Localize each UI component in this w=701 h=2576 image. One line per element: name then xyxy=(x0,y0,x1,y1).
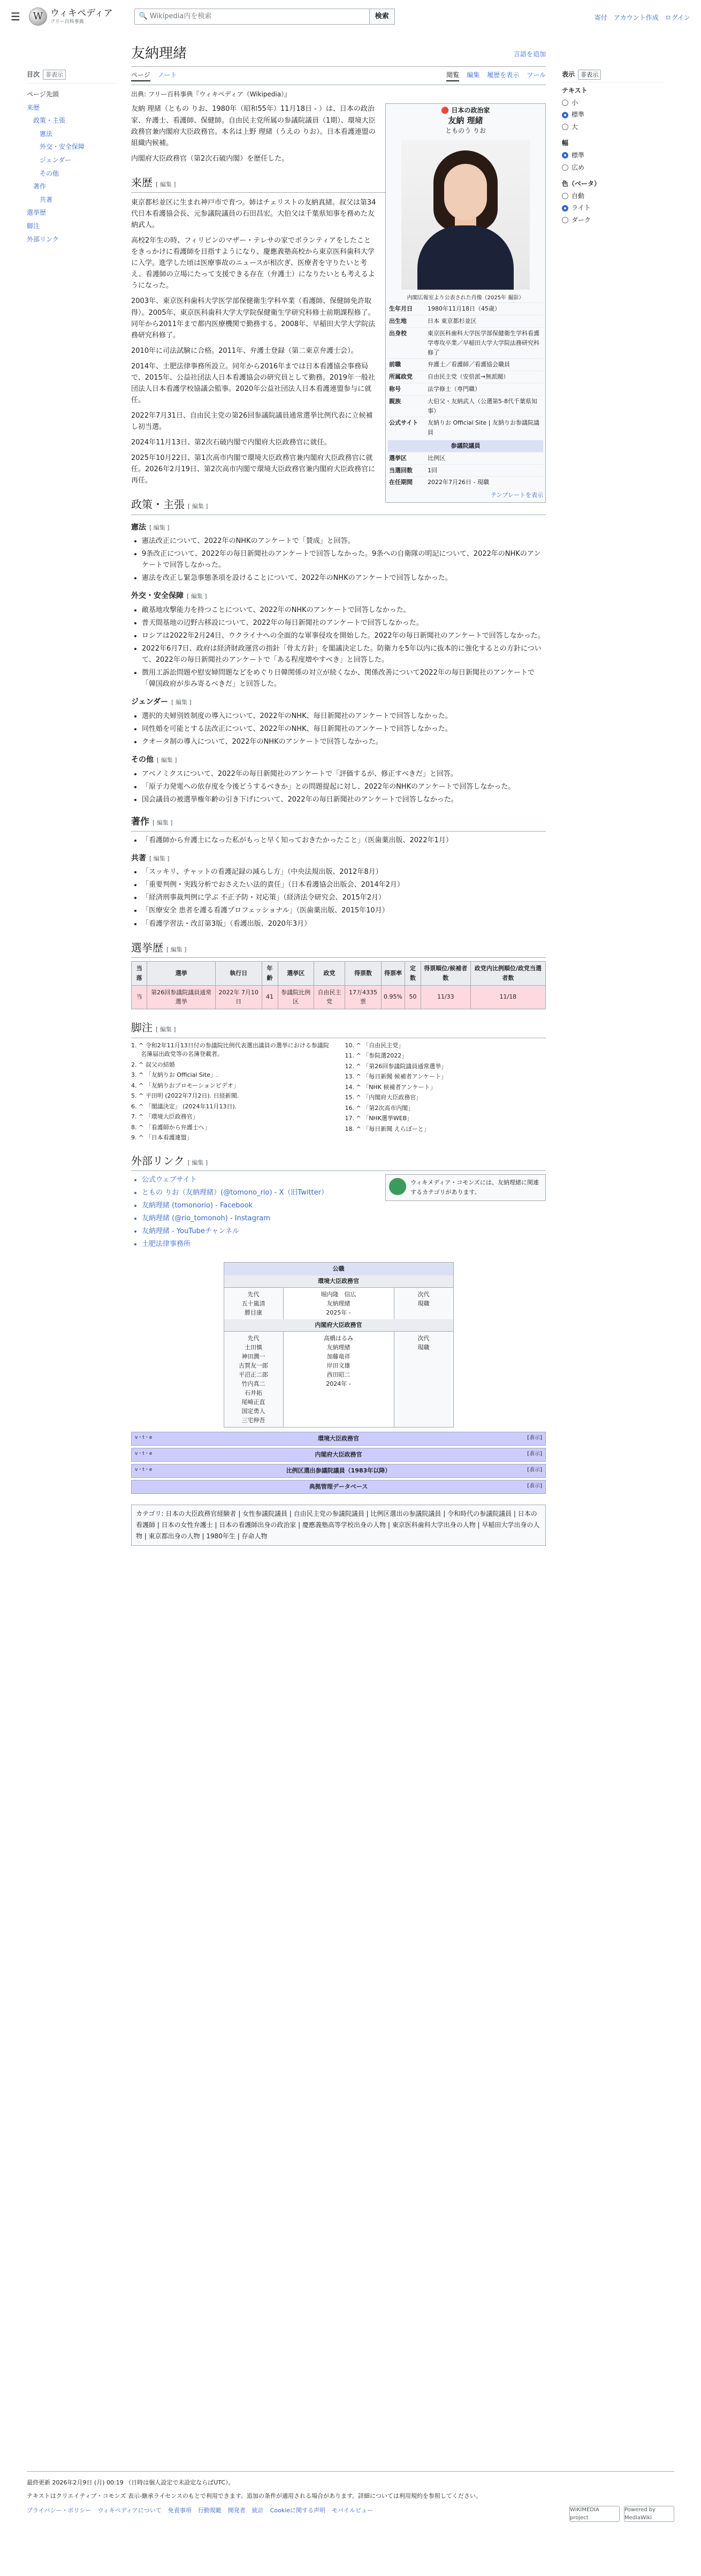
section-heading: 政策・主張 xyxy=(131,498,185,511)
infobox-key: 出身校 xyxy=(389,329,407,337)
radio-option[interactable] xyxy=(562,215,664,225)
table-header: 選挙区 xyxy=(278,961,314,985)
radio-option[interactable] xyxy=(562,203,664,213)
radio-icon[interactable] xyxy=(562,112,568,118)
constitution-list xyxy=(142,535,546,584)
footer-link[interactable]: モバイルビュー xyxy=(332,2507,374,2514)
radio-option[interactable] xyxy=(562,150,664,161)
toc-item[interactable]: ジェンダー xyxy=(40,156,72,164)
infobox-name: 友納 理緒 xyxy=(448,116,483,126)
edit-link[interactable]: [ 編集 ] xyxy=(166,946,187,953)
table-header: 定数 xyxy=(405,961,421,985)
search-input[interactable] xyxy=(134,9,370,25)
table-row xyxy=(132,985,546,1009)
toc-item[interactable]: 共著 xyxy=(40,195,53,203)
edit-link[interactable]: [ 編集 ] xyxy=(187,593,207,600)
infobox-row xyxy=(388,383,543,395)
search-button[interactable]: 検索 xyxy=(369,9,395,25)
gender-list xyxy=(142,711,546,747)
edit-link[interactable]: [ 編集 ] xyxy=(157,757,177,764)
toc-item[interactable]: その他 xyxy=(40,169,59,177)
list-item: • 「医療安全 患者を護る看護プロフェッショナル」（医歯薬出版、2015年10月） xyxy=(142,905,546,916)
create-account-link[interactable]: アカウント作成 xyxy=(613,14,659,21)
infobox-key: 称号 xyxy=(389,385,401,392)
toc-item[interactable]: 憲法 xyxy=(40,130,53,138)
infobox-key: 所属政党 xyxy=(389,373,413,381)
list-item: • 憲法を改正し緊急事態条項を設けることについて、2022年のNHKのアンケートで回答しなかった。 xyxy=(142,572,546,584)
succession-row xyxy=(224,1331,453,1427)
subsection-other xyxy=(131,754,546,766)
subsection-gender xyxy=(131,696,546,708)
list-item: • クオータ制の導入について、2022年のNHKのアンケートで回答しなかった。 xyxy=(142,736,546,747)
subsection-heading: その他 xyxy=(131,756,154,765)
radio-option[interactable] xyxy=(562,110,664,120)
section-heading: 来歴 xyxy=(131,176,153,189)
mediawiki-badge[interactable]: Powered by MediaWiki xyxy=(624,2506,674,2522)
note-item: 7. ^ 「環境大臣政務官」 xyxy=(131,1113,199,1121)
note-item: 10. ^ 「自由民主党」 xyxy=(345,1041,405,1049)
list-item: • 9条改正について、2022年の毎日新聞社のアンケートで回答しなかった。9条への自衛隊の明記について、2022年のNHKのアンケートで回答しなかった。 xyxy=(142,548,546,571)
radio-option[interactable] xyxy=(562,191,664,201)
infobox-band: 参議院議員 xyxy=(388,440,543,452)
navbox-toggle[interactable]: [表示] xyxy=(527,1451,542,1457)
infobox-row xyxy=(388,464,543,477)
list-item: • 2022年6月7日、政府は経済財政運営の指針「骨太方針」を閣議決定した。防衛力を5年以内に抜本的に強化するとの方針について、2022年の毎日新聞社のアンケートで「ある程度増やすべき」と回答した。 xyxy=(142,643,546,666)
table-header: 政党内比例順位/政党当選者数 xyxy=(470,961,545,985)
table-header: 得票数 xyxy=(345,961,381,985)
table-cell: 11/33 xyxy=(421,985,470,1009)
table-cell: 参議院比例区 xyxy=(278,985,314,1009)
subsection-diplomacy xyxy=(131,590,546,602)
table-cell: 自由民主党 xyxy=(314,985,345,1009)
infobox-row xyxy=(388,395,543,417)
subsection-heading: 外交・安全保障 xyxy=(131,592,184,601)
radio-icon[interactable] xyxy=(562,100,568,106)
infobox xyxy=(385,103,546,503)
radio-icon[interactable] xyxy=(562,193,568,199)
subsection-heading: 共著 xyxy=(131,853,146,863)
wikipedia-globe-icon: W xyxy=(29,7,47,26)
section-elections xyxy=(131,939,546,958)
radio-option[interactable] xyxy=(562,163,664,173)
table-cell: 当 xyxy=(132,985,147,1009)
footer-license: テキストはクリエイティブ・コモンズ 表示-継承ライセンスのもとで利用できます。追加の条件が適用される場合があります。詳細については利用規約を参照してください。 xyxy=(27,2492,482,2500)
succession-row xyxy=(224,1287,453,1319)
table-header: 年齢 xyxy=(262,961,278,985)
navbox-header[interactable] xyxy=(132,1448,545,1461)
infobox-value: 弁護士／看護師／看護協会職員 xyxy=(428,361,510,368)
infobox-row xyxy=(388,371,543,383)
history-paragraph: 2003年、東京医科歯科大学医学部保健衛生学科卒業（看護師、保健師免許取得）。2005年、東京医科歯科大学大学院保健衛生学研究科修士前期課程修了。同年から2011年まで都内医療機関で勤務する。2008年、早稲田大学大学院法務研究科修了。 xyxy=(131,297,376,339)
intro-paragraph: 内閣府大臣政務官（第2次石破内閣）を歴任した。 xyxy=(131,154,289,163)
list-item[interactable]: • 友納理緒 - YouTubeチャンネル xyxy=(142,1226,546,1237)
menu-icon[interactable]: ☰ xyxy=(11,10,20,23)
tab-page[interactable]: ページ xyxy=(131,70,150,81)
toc-item[interactable]: 選挙歴 xyxy=(27,209,47,217)
infobox-row xyxy=(388,452,543,464)
table-cell: 第26回参議院議員通常選挙 xyxy=(147,985,215,1009)
page-title xyxy=(131,43,546,67)
infobox-value: 東京医科歯科大学医学部保健衛生学科看護学専攻卒業／早稲田大学大学院法務研究科修了 xyxy=(428,329,539,356)
radio-label: 自動 xyxy=(572,192,585,200)
other-list xyxy=(142,768,546,805)
footer-link[interactable]: Cookieに関する声明 xyxy=(270,2507,326,2514)
infobox-value: 比例区 xyxy=(428,454,445,462)
navbox-vte[interactable]: v・t・e xyxy=(135,1435,153,1441)
list-item: • 「原子力発電への依存度を今後どうするべきか」との問題提起に対し、2022年のNHKのアンケートで回答しなかった。 xyxy=(142,781,546,792)
appearance-title: 表示 xyxy=(562,71,575,79)
note-item: 15. ^ 「内閣府大臣政務官」 xyxy=(345,1094,422,1101)
toc-sidebar xyxy=(27,70,118,246)
infobox-row xyxy=(388,303,543,315)
navbox-toggle[interactable]: [表示] xyxy=(527,1483,542,1489)
subsection-constitution xyxy=(131,522,546,534)
infobox-value: 2022年7月26日 - 現職 xyxy=(428,479,489,486)
succession-header: 公職 xyxy=(224,1263,453,1275)
navbox xyxy=(131,1464,546,1478)
radio-icon[interactable] xyxy=(562,164,568,171)
election-header-row xyxy=(132,961,546,985)
list-item[interactable]: • 土肥法律事務所 xyxy=(142,1238,546,1250)
subsection-heading: ジェンダー xyxy=(131,698,169,707)
subsection-coauthor xyxy=(131,852,546,865)
history-paragraph: 高校2年生の時、フィリピンのマザー・テレサの家でボランティアをしたことをきっかけに看護師を目指すようになり、慶應義塾高校から東京医科歯科大学に入学。進学した頃は医療事故のニュースが相次ぎ、医療者を守りたいと考え、看護師の立場にたって支援できる存在（弁護士）になりたいとも考えるようになった。 xyxy=(131,237,375,290)
commons-box xyxy=(385,1174,546,1201)
main-content xyxy=(131,43,546,1546)
table-cell: 50 xyxy=(405,985,421,1009)
radio-icon[interactable] xyxy=(562,152,568,158)
portrait-caption: 内閣広報室より公表された肖像（2025年 撮影） xyxy=(407,295,524,301)
notes-list xyxy=(131,1041,546,1143)
succession-title[interactable]: 環境大臣政務官 xyxy=(224,1275,453,1287)
toc-item[interactable]: 著作 xyxy=(33,183,47,191)
radio-icon[interactable] xyxy=(562,124,568,130)
header xyxy=(0,0,701,33)
infobox-country-text: 日本の政治家 xyxy=(451,107,490,115)
radio-label: 広め xyxy=(572,163,585,171)
infobox-row xyxy=(388,358,543,371)
navbox xyxy=(131,1432,546,1446)
list-item: • 同性婚を可能とする法改正について、2022年のNHK、毎日新聞社のアンケートで回答しなかった。 xyxy=(142,723,546,735)
toc-item[interactable]: 来歴 xyxy=(27,103,40,111)
intro-paragraph: 友納 理緒（ともの りお、1980年（昭和55年）11月18日 - ）は、日本の政治家、弁護士、看護師、保健師。自由民主党所属の参議院議員（1期）、環境大臣政務官兼内閣府大臣政務官。本名は上野 理緒（うえの りお）。日本看護連盟の組織内候補。 xyxy=(131,105,376,147)
radio-label: ダーク xyxy=(572,216,591,224)
history-paragraph: 2010年に司法試験に合格。2011年、弁護士登録（第二東京弁護士会）。 xyxy=(131,346,358,355)
navbox-title: 比例区選出参議院議員（1983年以降） xyxy=(286,1467,391,1474)
succession-next: 次代 現職 xyxy=(394,1288,453,1319)
succession-box xyxy=(224,1262,454,1427)
infobox-country: 🔴 日本の政治家 xyxy=(441,107,490,115)
list-item: • ロシアは2022年2月24日、ウクライナへの全面的な軍事侵攻を開始した。2022年の毎日新聞社のアンケートで回答しなかった。 xyxy=(142,630,546,641)
navbox-header[interactable] xyxy=(132,1480,545,1493)
infobox-key: 生年月日 xyxy=(389,305,413,313)
page-title-text: 友納理緒 xyxy=(131,46,187,62)
succession-mid: 高橋はるみ 友納理緒 加藤竜祥 岸田文雄 西田昭二 2024年 - xyxy=(283,1332,394,1427)
list-item: • 敵基地攻撃能力を持つことについて、2022年のNHKのアンケートで回答しなかった。 xyxy=(142,605,546,616)
logo-title: ウィキペディア xyxy=(50,8,113,19)
list-item: • 「看護学習法・改訂第3版」（看護出版、2020年3月） xyxy=(142,918,546,930)
section-external xyxy=(131,1152,546,1171)
radio-label: 標準 xyxy=(572,152,585,160)
election-table xyxy=(131,961,546,1009)
radio-label: 大 xyxy=(572,123,578,131)
footer-link[interactable]: 統計 xyxy=(252,2507,264,2514)
radio-label: ライト xyxy=(572,204,591,212)
category-links[interactable]: カテゴリ: 日本の大臣政務官経験者 | 女性参議院議員 | 自由民主党の参議院議員 | 比例区選出の参議院議員 | 令和時代の参議院議員 | 日本の看護師 | 日本の女性弁護士 | 日本の看護師出身の政治家 | 慶應義塾高等学校出身の人物 | 東京医科歯科大学出身の人物 | 早稲田大学出身の人物 | 東京都出身の人物 | 1980年生 | 存命人物 xyxy=(131,1505,546,1546)
search xyxy=(134,9,395,25)
table-header: 選挙 xyxy=(147,961,215,985)
succession-prev: 先代 土田慎 神田潤一 古賀友一郎 平沼正二郎 竹内真二 石井拓 尾崎正直 国定勇人 三宅伸吾 xyxy=(224,1332,283,1427)
note-item: 12. ^ 「第26回参議院議員通常選挙」 xyxy=(345,1062,447,1070)
list-item: • 「看護師から弁護士になった私がもっと早く知っておきたかったこと」（医歯薬出版、2022年1月） xyxy=(142,835,546,846)
footer-link[interactable]: ウィキペディアについて xyxy=(97,2507,162,2514)
wikimedia-badge[interactable]: WIKIMEDIA project xyxy=(569,2506,620,2522)
donate-link[interactable]: 寄付 xyxy=(594,14,607,21)
navbox-toggle[interactable]: [表示] xyxy=(527,1467,542,1473)
radio-option[interactable] xyxy=(562,98,664,108)
template-link[interactable]: テンプレートを表示 xyxy=(490,492,543,499)
list-item: • 憲法改正について、2022年のNHKのアンケートで「賛成」と回答。 xyxy=(142,535,546,547)
note-item: 18. ^ 「毎日新聞 えらぼーと」 xyxy=(345,1125,430,1132)
page-tabs xyxy=(131,67,546,85)
table-cell: 2022年 7月10日 xyxy=(215,985,262,1009)
history-paragraph: 2024年11月13日、第2次石破内閣で内閣府大臣政務官に就任。 xyxy=(131,439,331,447)
list-item: • 国会議員の被選挙権年齢の引き下げについて、2022年の毎日新聞社のアンケートで回答しなかった。 xyxy=(142,794,546,805)
navbox xyxy=(131,1480,546,1494)
note-item: 11. ^ 「参院選2022」 xyxy=(345,1052,408,1060)
footer xyxy=(27,2471,674,2521)
navbox-vte[interactable]: v・t・e xyxy=(135,1467,153,1472)
footer-last-modified: 最終更新 2026年2月9日 (月) 00:19 （日時は個人設定で未設定ならばUTC）。 xyxy=(27,2479,234,2486)
infobox-key: 親族 xyxy=(389,397,401,405)
search-icon: 🔍 xyxy=(139,12,150,20)
toc-item[interactable]: 外部リンク xyxy=(27,235,59,243)
toc-title: 目次 xyxy=(27,71,40,79)
footer-link[interactable]: 開発者 xyxy=(227,2507,246,2514)
infobox-key: 出生地 xyxy=(389,318,407,325)
edit-link[interactable]: [ 編集 ] xyxy=(156,1026,176,1033)
infobox-value: 大伯父・友納武人（公選第5-8代千葉県知事） xyxy=(428,397,537,414)
succession-mid: 堀内隆 信広 友納理緒 2025年 - xyxy=(283,1288,394,1319)
note-item: 13. ^ 「毎日新聞 候補者アンケート」 xyxy=(345,1073,447,1081)
infobox-value: 1回 xyxy=(428,466,437,474)
succession-prev: 先代 五十嵐清 勝目康 xyxy=(224,1288,283,1319)
history-paragraph: 2025年10月22日、第1次高市内閣で環境大臣政務官兼内閣府大臣政務官に就任。2026年2月19日、第2次高市内閣で環境大臣政務官兼内閣府大臣政務官に再任。 xyxy=(131,454,376,485)
list-item[interactable]: • ともの りお（友納理緒）(@tomono_rio) - X（旧Twitter） xyxy=(142,1187,546,1198)
list-item: • 「経済刑事裁判例に学ぶ 不正予防・対応策」（経済法令研究会、2015年2月） xyxy=(142,892,546,903)
list-item: • 普天間基地の辺野古移設について、2022年の毎日新聞社のアンケートで回答しなかった。 xyxy=(142,617,546,629)
subsection-heading: 憲法 xyxy=(131,523,146,532)
commons-text: ウィキメディア・コモンズには、友納理緒に関連するカテゴリがあります。 xyxy=(410,1179,539,1196)
table-header: 執行日 xyxy=(215,961,262,985)
infobox-value: 法学修士（専門職） xyxy=(428,385,481,392)
infobox-value: 友納りお Official Site | 友納りお参議院議員 xyxy=(428,419,540,436)
note-item: 3. ^ 「友納りお Official Site」. xyxy=(131,1071,218,1079)
width-label: 幅 xyxy=(562,139,569,147)
radio-icon[interactable] xyxy=(562,205,568,211)
search-placeholder: Wikipedia内を検索 xyxy=(149,12,212,20)
edit-link[interactable]: [ 編集 ] xyxy=(187,1159,208,1166)
tab-talk[interactable]: ノート xyxy=(157,71,177,79)
radio-label: 標準 xyxy=(572,111,585,119)
infobox-key: 前職 xyxy=(389,361,401,368)
list-item: • 「スッキリ、チャットの看護記録の減らし方」（中央法規出版、2012年8月） xyxy=(142,866,546,878)
history-paragraph: 2022年7月31日、自由民主党の第26回参議院議員通常選挙比例代表に立候補し初当選。 xyxy=(131,411,373,431)
language-button[interactable]: 言語を追加 xyxy=(513,50,546,58)
appearance-panel xyxy=(562,70,664,232)
infobox-row xyxy=(388,476,543,488)
table-header: 政党 xyxy=(314,961,345,985)
edit-link[interactable]: [ 編集 ] xyxy=(153,819,173,827)
infobox-key: 当選回数 xyxy=(389,466,413,474)
list-item[interactable]: • 友納理緒 (tomonorio) - Facebook xyxy=(142,1200,546,1211)
infobox-kana: とものう りお xyxy=(445,127,486,135)
navbox-vte[interactable]: v・t・e xyxy=(135,1451,153,1457)
succession-next: 次代 現職 xyxy=(394,1332,453,1427)
infobox-key: 公式サイト xyxy=(389,419,418,427)
toc-item[interactable]: 脚注 xyxy=(27,222,40,230)
edit-link[interactable]: [ 編集 ] xyxy=(149,524,170,531)
coauthor-list xyxy=(142,866,546,929)
footer-link[interactable]: 行動規範 xyxy=(197,2507,222,2514)
note-item: 1. ^ 令和2年11月13日付の参議院比例代表選出議員の選挙における参議院名簿届出政党等の名簿登載者。 xyxy=(131,1041,329,1058)
list-item[interactable]: • 公式ウェブサイト xyxy=(142,1174,546,1185)
toc-hide-button[interactable]: 非表示 xyxy=(43,70,66,80)
note-item: 9. ^ 「日本看護連盟」 xyxy=(131,1134,193,1142)
color-label: 色（ベータ） xyxy=(562,180,601,188)
infobox-row xyxy=(388,327,543,358)
history-paragraph: 東京都杉並区に生まれ神戸市で育つ。姉はチェリストの友納真緒。叔父は第34代日本看護協会長、元参議院議員の石田昌宏。大伯父は千葉県知事を務めた友納武人。 xyxy=(131,199,376,230)
toc-item[interactable]: 政策・主張 xyxy=(33,117,66,125)
table-cell: 41 xyxy=(262,985,278,1009)
login-link[interactable]: ログイン xyxy=(665,14,690,21)
infobox-row xyxy=(388,315,543,327)
logo-subtitle: フリー百科事典 xyxy=(50,19,84,25)
section-heading: 著作 xyxy=(131,817,149,828)
infobox-value: 1980年11月18日（45歳） xyxy=(428,305,500,313)
tab-tools[interactable]: ツール xyxy=(527,71,546,79)
appearance-hide-button[interactable]: 非表示 xyxy=(578,70,601,80)
table-header: 得票順位/候補者数 xyxy=(421,961,470,985)
navbox xyxy=(131,1448,546,1462)
edit-link[interactable]: [ 編集 ] xyxy=(171,699,192,706)
table-cell: 0.95% xyxy=(382,985,405,1009)
radio-label: 小 xyxy=(572,99,578,107)
edit-link[interactable]: [ 編集 ] xyxy=(188,503,208,510)
diplomacy-list xyxy=(142,605,546,690)
table-cell: 11/18 xyxy=(470,985,545,1009)
history-paragraph: 2014年、土肥法律事務所設立。同年から2016年までは日本看護協会事務局で、2015年、公益社団法人日本看護協会の研究員として勤務。2019年一般社団法人日本看護学校協議会監事。2020年公益社団法人日本看護連盟参与に就任。 xyxy=(131,362,375,404)
toc-item[interactable]: 外交・安全保障 xyxy=(40,143,85,151)
user-menu xyxy=(595,13,690,23)
navbox-header[interactable] xyxy=(132,1432,545,1445)
logo[interactable] xyxy=(29,7,113,26)
note-item: 17. ^ 「NHK選挙WEB」 xyxy=(345,1115,413,1122)
works-list xyxy=(142,835,546,846)
footer-link[interactable]: プライバシー・ポリシー xyxy=(27,2507,92,2514)
tab-edit[interactable]: 編集 xyxy=(467,71,480,79)
infobox-value: 日本 東京都杉並区 xyxy=(428,318,477,325)
infobox-key: 在任期間 xyxy=(389,479,413,486)
note-item: 2. ^ 叔父の結婚 xyxy=(131,1061,175,1068)
list-item: • 徴用工訴訟問題や慰安婦問題などをめぐり日韓関係の対立が続くなか、関係改善について2022年の毎日新聞社のアンケートで「韓国政府が歩み寄るべきだ」と回答した。 xyxy=(142,667,546,690)
section-heading: 選挙歴 xyxy=(131,941,163,954)
radio-icon[interactable] xyxy=(562,217,568,223)
tab-read[interactable]: 閲覧 xyxy=(446,70,459,81)
text-size-label: テキスト xyxy=(562,87,588,95)
toc-list xyxy=(27,88,118,246)
section-notes xyxy=(131,1019,546,1038)
list-item: • アベノミクスについて、2022年の毎日新聞社のアンケートで「評価するが、修正すべきだ」と回答。 xyxy=(142,768,546,780)
list-item: • 選択的夫婦別姓制度の導入について、2022年のNHK、毎日新聞社のアンケートで回答しなかった。 xyxy=(142,711,546,722)
article-body xyxy=(131,103,546,1545)
section-heading: 外部リンク xyxy=(131,1154,185,1167)
note-item: 8. ^ 「看護師から弁護士へ」 xyxy=(131,1123,210,1131)
infobox-rows xyxy=(388,303,543,439)
navbox-title: 環境大臣政務官 xyxy=(318,1435,359,1442)
infobox-value: 自由民主党（安倍派→無派閥） xyxy=(428,373,509,381)
infobox-row xyxy=(388,417,543,439)
list-item[interactable]: • 友納理緒 (@rio_tomonoh) - Instagram xyxy=(142,1213,546,1224)
note-item: 16. ^ 「第2次高市内閣」 xyxy=(345,1104,414,1112)
election-body xyxy=(132,985,546,1009)
succession-title[interactable]: 内閣府大臣政務官 xyxy=(224,1319,453,1331)
portrait-image[interactable] xyxy=(401,140,530,290)
footer-link[interactable]: 免責事項 xyxy=(167,2507,192,2514)
infobox-key: 選挙区 xyxy=(389,454,407,462)
note-item: 6. ^ 「閣議決定」 (2024年11月13日). xyxy=(131,1102,237,1110)
table-cell: 17万4335票 xyxy=(345,985,381,1009)
section-works xyxy=(131,815,546,832)
note-item: 5. ^ 平田明 (2022年7月2日). 日経新聞. xyxy=(131,1092,239,1100)
navboxes xyxy=(131,1432,546,1493)
tab-history[interactable]: 履歴を表示 xyxy=(487,71,520,79)
navbox-title: 典拠管理データベース xyxy=(309,1483,368,1490)
section-heading: 脚注 xyxy=(131,1021,153,1034)
note-item: 4. ^ 「友納りおプロモーションビデオ」 xyxy=(131,1082,239,1089)
infobox-rows-2 xyxy=(388,452,543,488)
note-item: 14. ^ 「NHK 候補者アンケート」 xyxy=(345,1083,436,1091)
edit-link[interactable]: [ 編集 ] xyxy=(149,855,170,862)
list-item: • 「重要判例・実践分析でおさえたい法的責任」（日本看護協会出版会、2014年2月） xyxy=(142,879,546,890)
from-line: 出典: フリー百科事典『ウィキペディア（Wikipedia）』 xyxy=(131,90,291,98)
edit-link[interactable]: [ 編集 ] xyxy=(156,180,176,188)
radio-option[interactable] xyxy=(562,122,664,132)
toc-item[interactable]: ページ先頭 xyxy=(27,90,59,99)
table-header: 得票率 xyxy=(382,961,405,985)
navbox-header[interactable] xyxy=(132,1464,545,1477)
commons-icon xyxy=(389,1178,406,1195)
table-header: 当落 xyxy=(132,961,147,985)
navbox-toggle[interactable]: [表示] xyxy=(527,1435,542,1441)
navbox-title: 内閣府大臣政務官 xyxy=(315,1451,362,1459)
